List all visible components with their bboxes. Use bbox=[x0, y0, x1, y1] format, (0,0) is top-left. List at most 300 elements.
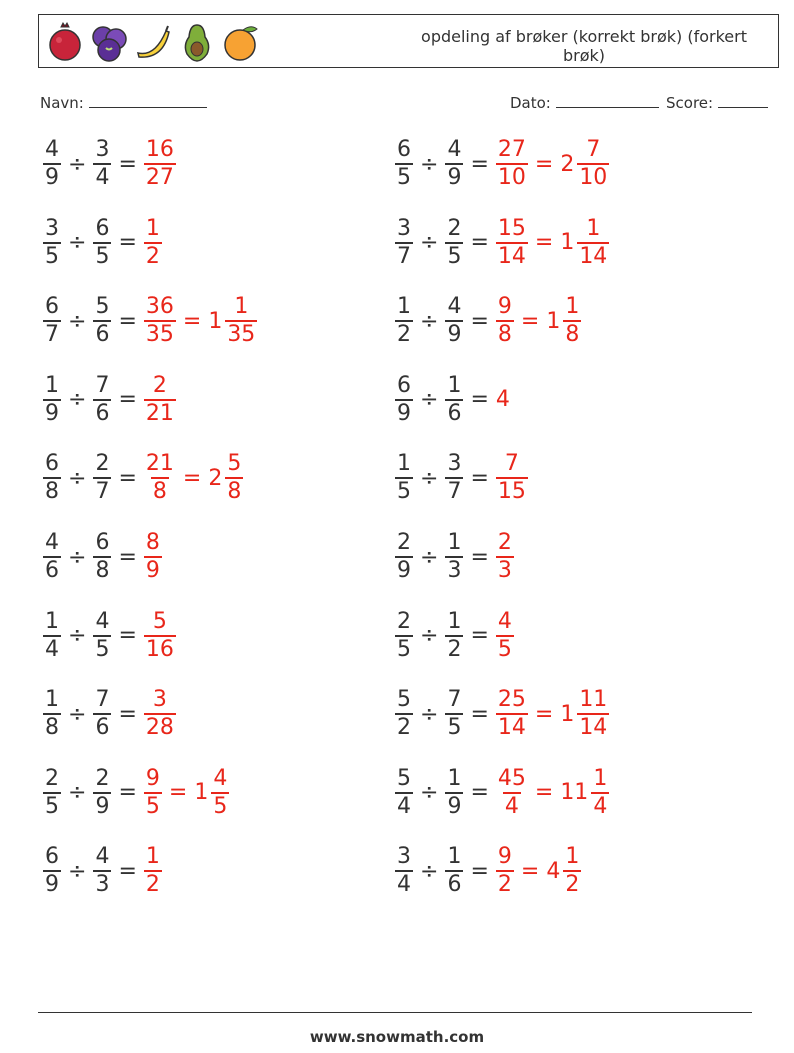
answer-fraction-denominator: 2 bbox=[497, 872, 512, 898]
name-label: Navn: bbox=[40, 94, 84, 112]
answer bbox=[493, 216, 612, 270]
mixed-whole: 2 bbox=[208, 465, 223, 491]
dividend-fraction-denominator: 8 bbox=[45, 715, 59, 741]
mixed-fraction-denominator: 2 bbox=[565, 872, 580, 898]
dividend-fraction bbox=[395, 530, 413, 584]
answer-fraction-denominator: 21 bbox=[145, 400, 174, 426]
dividend-fraction-numerator: 1 bbox=[397, 451, 411, 477]
divisor-fraction bbox=[93, 530, 111, 584]
dividend-fraction bbox=[395, 451, 413, 505]
mixed-whole: 1 bbox=[194, 780, 209, 806]
answer-fraction-numerator: 16 bbox=[145, 137, 174, 162]
divisor-fraction bbox=[93, 137, 111, 191]
divide-sign: ÷ bbox=[420, 544, 439, 570]
answer-fraction-denominator: 16 bbox=[145, 636, 174, 662]
answer bbox=[141, 451, 246, 505]
answer-fraction bbox=[496, 294, 514, 348]
answer-fraction-numerator: 1 bbox=[145, 215, 160, 241]
divide-sign: ÷ bbox=[68, 308, 87, 334]
dividend-fraction-denominator: 7 bbox=[397, 243, 411, 269]
divisor-fraction bbox=[445, 766, 463, 820]
mixed-fraction-numerator: 1 bbox=[565, 844, 580, 870]
mixed-fraction bbox=[225, 451, 243, 505]
answer-fraction bbox=[496, 451, 528, 505]
dividend-fraction-numerator: 6 bbox=[45, 294, 59, 320]
answer bbox=[141, 687, 179, 741]
answer-fraction-denominator: 35 bbox=[145, 322, 174, 348]
divisor-fraction bbox=[93, 844, 111, 898]
answer-fraction-numerator: 9 bbox=[145, 765, 160, 791]
equals-sign: = bbox=[470, 308, 489, 334]
mixed-fraction-numerator: 1 bbox=[586, 215, 601, 241]
divide-sign: ÷ bbox=[68, 465, 87, 491]
banana-icon bbox=[133, 21, 173, 63]
dividend-fraction-numerator: 6 bbox=[397, 137, 411, 162]
dividend-fraction-numerator: 5 bbox=[397, 687, 411, 713]
divisor-fraction-numerator: 4 bbox=[447, 137, 462, 162]
equals-sign: = bbox=[118, 544, 137, 570]
dividend-fraction bbox=[43, 530, 61, 584]
dividend-fraction-numerator: 1 bbox=[45, 608, 59, 634]
divisor-fraction-numerator: 7 bbox=[95, 372, 110, 398]
dividend-fraction bbox=[395, 137, 413, 191]
avocado-icon bbox=[177, 21, 217, 63]
divisor-fraction-denominator: 8 bbox=[95, 558, 110, 583]
equals-sign: = bbox=[470, 151, 489, 177]
dividend-fraction-denominator: 5 bbox=[397, 165, 411, 190]
divisor-fraction-numerator: 2 bbox=[447, 215, 462, 241]
answer-fraction bbox=[144, 609, 176, 663]
mixed-fraction bbox=[225, 294, 257, 348]
answer-equals-sign: = bbox=[520, 308, 540, 334]
answer-fraction-numerator: 45 bbox=[497, 765, 526, 791]
dividend-fraction-denominator: 6 bbox=[45, 558, 59, 583]
problem bbox=[40, 841, 165, 901]
dividend-fraction bbox=[43, 609, 61, 663]
divisor-fraction-numerator: 2 bbox=[95, 765, 110, 791]
equals-sign: = bbox=[470, 858, 489, 884]
problem bbox=[40, 527, 165, 587]
answer-fraction-numerator: 9 bbox=[497, 844, 512, 870]
date-field[interactable] bbox=[510, 94, 659, 112]
divisor-fraction bbox=[445, 844, 463, 898]
answer-fraction-denominator: 14 bbox=[497, 243, 526, 269]
divisor-fraction-denominator: 3 bbox=[95, 872, 110, 898]
answer-fraction-denominator: 8 bbox=[497, 322, 512, 348]
footer-url: www.snowmath.com bbox=[309, 1028, 485, 1046]
divisor-fraction-denominator: 6 bbox=[95, 715, 110, 741]
dividend-fraction bbox=[395, 844, 413, 898]
divisor-fraction bbox=[445, 294, 463, 348]
dividend-fraction-numerator: 2 bbox=[45, 765, 59, 791]
divide-sign: ÷ bbox=[68, 151, 87, 177]
dividend-fraction bbox=[43, 451, 61, 505]
divide-sign: ÷ bbox=[420, 387, 439, 413]
answer-fraction-numerator: 15 bbox=[497, 215, 526, 241]
answer bbox=[141, 216, 165, 270]
problem bbox=[40, 684, 179, 744]
answer-fraction-numerator: 7 bbox=[504, 451, 519, 477]
divisor-fraction bbox=[93, 766, 111, 820]
answer-fraction-denominator: 2 bbox=[145, 872, 160, 898]
mixed-fraction bbox=[577, 216, 609, 270]
problem bbox=[40, 763, 232, 823]
divisor-fraction-numerator: 1 bbox=[447, 765, 462, 791]
answer-fraction bbox=[144, 530, 162, 584]
equals-sign: = bbox=[470, 701, 489, 727]
answer-fraction-denominator: 27 bbox=[145, 165, 174, 190]
answer-fraction-numerator: 36 bbox=[145, 294, 174, 320]
answer-fraction bbox=[144, 687, 176, 741]
mixed-fraction-denominator: 8 bbox=[227, 479, 242, 505]
answer bbox=[141, 137, 179, 191]
answer-fraction-numerator: 4 bbox=[497, 608, 512, 634]
divisor-fraction-denominator: 5 bbox=[95, 636, 110, 662]
mixed-whole: 1 bbox=[546, 308, 561, 334]
divisor-fraction-denominator: 9 bbox=[95, 793, 110, 819]
divide-sign: ÷ bbox=[420, 230, 439, 256]
answer-fraction-denominator: 2 bbox=[145, 243, 160, 269]
divisor-fraction-denominator: 9 bbox=[447, 165, 462, 190]
answer bbox=[141, 373, 179, 427]
divisor-fraction-denominator: 6 bbox=[447, 872, 462, 898]
answer-fraction-numerator: 8 bbox=[145, 530, 160, 555]
dividend-fraction bbox=[43, 844, 61, 898]
dividend-fraction-numerator: 3 bbox=[397, 844, 411, 870]
divisor-fraction-numerator: 3 bbox=[447, 451, 462, 477]
answer-fraction bbox=[496, 609, 514, 663]
divide-sign: ÷ bbox=[420, 701, 439, 727]
divisor-fraction-denominator: 3 bbox=[447, 558, 462, 583]
answer bbox=[493, 844, 584, 898]
answer-fraction-denominator: 8 bbox=[152, 479, 167, 505]
answer bbox=[493, 137, 612, 191]
problem bbox=[40, 213, 165, 273]
plums-icon bbox=[89, 21, 129, 63]
dividend-fraction bbox=[395, 216, 413, 270]
answer-fraction-numerator: 3 bbox=[152, 687, 167, 713]
mixed-whole: 1 bbox=[560, 701, 575, 727]
mixed-fraction-denominator: 5 bbox=[213, 793, 228, 819]
problem bbox=[392, 291, 584, 351]
dividend-fraction-numerator: 4 bbox=[45, 137, 59, 162]
dividend-fraction-denominator: 8 bbox=[45, 479, 59, 505]
answer-fraction-numerator: 21 bbox=[145, 451, 174, 477]
divide-sign: ÷ bbox=[68, 544, 87, 570]
divide-sign: ÷ bbox=[68, 701, 87, 727]
answer-fraction-numerator: 27 bbox=[497, 137, 526, 162]
divisor-fraction-numerator: 5 bbox=[95, 294, 110, 320]
mixed-fraction-numerator: 11 bbox=[579, 687, 608, 713]
mixed-whole: 2 bbox=[560, 151, 575, 177]
answer-equals-sign: = bbox=[534, 780, 554, 806]
divisor-fraction bbox=[93, 451, 111, 505]
dividend-fraction-numerator: 1 bbox=[45, 687, 59, 713]
answer-fraction-numerator: 2 bbox=[497, 530, 512, 555]
problem bbox=[392, 763, 612, 823]
divisor-fraction-denominator: 5 bbox=[447, 715, 462, 741]
equals-sign: = bbox=[118, 701, 137, 727]
dividend-fraction-denominator: 9 bbox=[45, 872, 59, 898]
dividend-fraction-denominator: 7 bbox=[45, 322, 59, 348]
problem bbox=[392, 213, 612, 273]
equals-sign: = bbox=[470, 230, 489, 256]
dividend-fraction bbox=[395, 687, 413, 741]
divisor-fraction bbox=[445, 687, 463, 741]
equals-sign: = bbox=[118, 308, 137, 334]
fruit-icons bbox=[45, 21, 261, 63]
answer-fraction bbox=[144, 137, 176, 191]
answer bbox=[493, 451, 531, 505]
equals-sign: = bbox=[118, 230, 137, 256]
pomegranate-icon bbox=[45, 21, 85, 63]
worksheet-title: opdeling af brøker (korrekt brøk) (forkert brøk) bbox=[421, 27, 747, 65]
dividend-fraction-numerator: 2 bbox=[397, 530, 411, 555]
equals-sign: = bbox=[470, 387, 489, 413]
mixed-whole: 1 bbox=[560, 230, 575, 256]
answer bbox=[493, 766, 612, 820]
dividend-fraction bbox=[43, 137, 61, 191]
answer bbox=[493, 609, 517, 663]
mixed-fraction-numerator: 1 bbox=[565, 294, 580, 320]
mixed-fraction bbox=[211, 766, 229, 820]
divisor-fraction-numerator: 7 bbox=[95, 687, 110, 713]
divide-sign: ÷ bbox=[68, 623, 87, 649]
divide-sign: ÷ bbox=[420, 780, 439, 806]
divisor-fraction bbox=[445, 530, 463, 584]
divide-sign: ÷ bbox=[420, 151, 439, 177]
orange-icon bbox=[221, 21, 261, 63]
divide-sign: ÷ bbox=[420, 308, 439, 334]
answer-fraction-numerator: 1 bbox=[145, 844, 160, 870]
divide-sign: ÷ bbox=[68, 858, 87, 884]
mixed-fraction bbox=[563, 844, 581, 898]
dividend-fraction bbox=[395, 609, 413, 663]
divisor-fraction bbox=[93, 294, 111, 348]
dividend-fraction bbox=[395, 373, 413, 427]
mixed-fraction-numerator: 4 bbox=[213, 765, 228, 791]
score-label: Score: bbox=[666, 94, 714, 112]
mixed-fraction-numerator: 1 bbox=[234, 294, 249, 320]
dividend-fraction bbox=[43, 294, 61, 348]
answer-equals-sign: = bbox=[520, 858, 540, 884]
dividend-fraction-numerator: 1 bbox=[397, 294, 411, 320]
problem bbox=[40, 370, 179, 430]
mixed-fraction-denominator: 10 bbox=[579, 165, 608, 190]
dividend-fraction bbox=[395, 294, 413, 348]
divisor-fraction-numerator: 1 bbox=[447, 608, 462, 634]
mixed-fraction bbox=[577, 137, 609, 191]
answer-equals-sign: = bbox=[182, 465, 202, 491]
dividend-fraction-denominator: 4 bbox=[397, 872, 411, 898]
mixed-fraction-denominator: 14 bbox=[579, 243, 608, 269]
mixed-whole: 1 bbox=[208, 308, 223, 334]
divide-sign: ÷ bbox=[420, 858, 439, 884]
divide-sign: ÷ bbox=[420, 465, 439, 491]
divisor-fraction-denominator: 2 bbox=[447, 636, 462, 662]
divisor-fraction-denominator: 7 bbox=[447, 479, 462, 505]
divisor-fraction bbox=[93, 687, 111, 741]
answer-fraction bbox=[496, 766, 528, 820]
divide-sign: ÷ bbox=[68, 230, 87, 256]
answer-fraction-numerator: 5 bbox=[152, 608, 167, 634]
score-line[interactable] bbox=[718, 94, 768, 108]
divisor-fraction bbox=[445, 216, 463, 270]
answer-fraction bbox=[144, 451, 176, 505]
answer-fraction bbox=[144, 294, 176, 348]
date-label: Dato: bbox=[510, 94, 551, 112]
divisor-fraction bbox=[445, 373, 463, 427]
problem bbox=[392, 134, 612, 194]
dividend-fraction-numerator: 3 bbox=[45, 215, 59, 241]
answer-fraction bbox=[144, 373, 176, 427]
mixed-fraction-numerator: 5 bbox=[227, 451, 242, 477]
answer bbox=[141, 609, 179, 663]
equals-sign: = bbox=[118, 623, 137, 649]
dividend-fraction-numerator: 1 bbox=[45, 372, 59, 398]
dividend-fraction-numerator: 6 bbox=[45, 451, 59, 477]
dividend-fraction bbox=[395, 766, 413, 820]
mixed-fraction bbox=[577, 687, 609, 741]
answer-fraction-denominator: 28 bbox=[145, 715, 174, 741]
divisor-fraction-denominator: 4 bbox=[95, 165, 110, 190]
answer-fraction-numerator: 9 bbox=[497, 294, 512, 320]
dividend-fraction bbox=[43, 687, 61, 741]
problem bbox=[40, 448, 246, 508]
dividend-fraction bbox=[43, 373, 61, 427]
divisor-fraction bbox=[445, 137, 463, 191]
answer-fraction-denominator: 4 bbox=[504, 793, 519, 819]
mixed-fraction bbox=[563, 294, 581, 348]
answer bbox=[493, 387, 510, 412]
divisor-fraction-denominator: 9 bbox=[447, 793, 462, 819]
answer-fraction bbox=[496, 844, 514, 898]
problem bbox=[392, 684, 612, 744]
problem bbox=[392, 370, 510, 430]
problem bbox=[392, 448, 531, 508]
answer bbox=[141, 766, 232, 820]
answer-fraction-numerator: 25 bbox=[497, 687, 526, 713]
dividend-fraction-numerator: 6 bbox=[45, 844, 59, 870]
mixed-fraction-denominator: 35 bbox=[227, 322, 256, 348]
answer bbox=[141, 294, 260, 348]
dividend-fraction-denominator: 4 bbox=[397, 793, 411, 819]
answer-fraction-denominator: 14 bbox=[497, 715, 526, 741]
answer bbox=[493, 687, 612, 741]
problem bbox=[40, 606, 179, 666]
divisor-fraction-numerator: 2 bbox=[95, 451, 110, 477]
dividend-fraction-denominator: 9 bbox=[45, 400, 59, 426]
answer-fraction bbox=[144, 216, 162, 270]
dividend-fraction-denominator: 9 bbox=[397, 558, 411, 583]
problem bbox=[392, 841, 584, 901]
dividend-fraction-denominator: 5 bbox=[397, 636, 411, 662]
equals-sign: = bbox=[118, 465, 137, 491]
divisor-fraction bbox=[93, 609, 111, 663]
divide-sign: ÷ bbox=[68, 780, 87, 806]
problem bbox=[40, 134, 179, 194]
dividend-fraction-denominator: 5 bbox=[45, 793, 59, 819]
divisor-fraction-denominator: 6 bbox=[447, 400, 462, 426]
mixed-fraction-denominator: 4 bbox=[593, 793, 608, 819]
divisor-fraction-denominator: 7 bbox=[95, 479, 110, 505]
dividend-fraction bbox=[43, 216, 61, 270]
dividend-fraction-denominator: 2 bbox=[397, 322, 411, 348]
mixed-fraction-numerator: 7 bbox=[586, 137, 601, 162]
divide-sign: ÷ bbox=[420, 623, 439, 649]
divisor-fraction-numerator: 1 bbox=[447, 844, 462, 870]
problem bbox=[40, 291, 260, 351]
equals-sign: = bbox=[118, 858, 137, 884]
date-line[interactable] bbox=[556, 94, 659, 108]
divisor-fraction-numerator: 1 bbox=[447, 372, 462, 398]
mixed-fraction-numerator: 1 bbox=[593, 765, 608, 791]
dividend-fraction-denominator: 5 bbox=[45, 243, 59, 269]
divisor-fraction-numerator: 7 bbox=[447, 687, 462, 713]
divisor-fraction-numerator: 4 bbox=[95, 844, 110, 870]
answer bbox=[141, 844, 165, 898]
answer-fraction bbox=[496, 530, 514, 584]
equals-sign: = bbox=[118, 151, 137, 177]
dividend-fraction-numerator: 6 bbox=[397, 372, 411, 398]
answer-equals-sign: = bbox=[534, 701, 554, 727]
dividend-fraction-numerator: 4 bbox=[45, 530, 59, 555]
equals-sign: = bbox=[118, 780, 137, 806]
answer-fraction bbox=[496, 137, 528, 191]
dividend-fraction-denominator: 2 bbox=[397, 715, 411, 741]
score-field[interactable] bbox=[666, 94, 768, 112]
divisor-fraction-denominator: 5 bbox=[447, 243, 462, 269]
name-line[interactable] bbox=[89, 94, 207, 108]
dividend-fraction-denominator: 5 bbox=[397, 479, 411, 505]
divisor-fraction bbox=[445, 451, 463, 505]
divisor-fraction bbox=[93, 373, 111, 427]
answer-fraction-denominator: 5 bbox=[497, 636, 512, 662]
answer bbox=[493, 294, 584, 348]
answer-fraction-denominator: 10 bbox=[497, 165, 526, 190]
answer-fraction-denominator: 5 bbox=[145, 793, 160, 819]
dividend-fraction-denominator: 9 bbox=[397, 400, 411, 426]
answer-fraction-numerator: 2 bbox=[152, 372, 167, 398]
dividend-fraction-numerator: 5 bbox=[397, 765, 411, 791]
name-field[interactable] bbox=[40, 94, 207, 112]
divisor-fraction-denominator: 6 bbox=[95, 322, 110, 348]
divisor-fraction bbox=[445, 609, 463, 663]
answer-fraction bbox=[144, 844, 162, 898]
dividend-fraction-denominator: 9 bbox=[45, 165, 59, 190]
dividend-fraction-numerator: 3 bbox=[397, 215, 411, 241]
answer-fraction bbox=[496, 216, 528, 270]
dividend-fraction-numerator: 2 bbox=[397, 608, 411, 634]
answer-fraction-denominator: 9 bbox=[145, 558, 160, 583]
mixed-fraction bbox=[591, 766, 609, 820]
answer-equals-sign: = bbox=[182, 308, 202, 334]
equals-sign: = bbox=[118, 387, 137, 413]
divisor-fraction-denominator: 5 bbox=[95, 243, 110, 269]
answer-equals-sign: = bbox=[168, 780, 188, 806]
dividend-fraction bbox=[43, 766, 61, 820]
footer-divider bbox=[38, 1012, 752, 1013]
answer-equals-sign: = bbox=[534, 230, 554, 256]
divide-sign: ÷ bbox=[68, 387, 87, 413]
worksheet-header bbox=[38, 14, 779, 68]
answer-equals-sign: = bbox=[534, 151, 554, 177]
equals-sign: = bbox=[470, 544, 489, 570]
equals-sign: = bbox=[470, 465, 489, 491]
divisor-fraction bbox=[93, 216, 111, 270]
equals-sign: = bbox=[470, 780, 489, 806]
problem bbox=[392, 527, 517, 587]
